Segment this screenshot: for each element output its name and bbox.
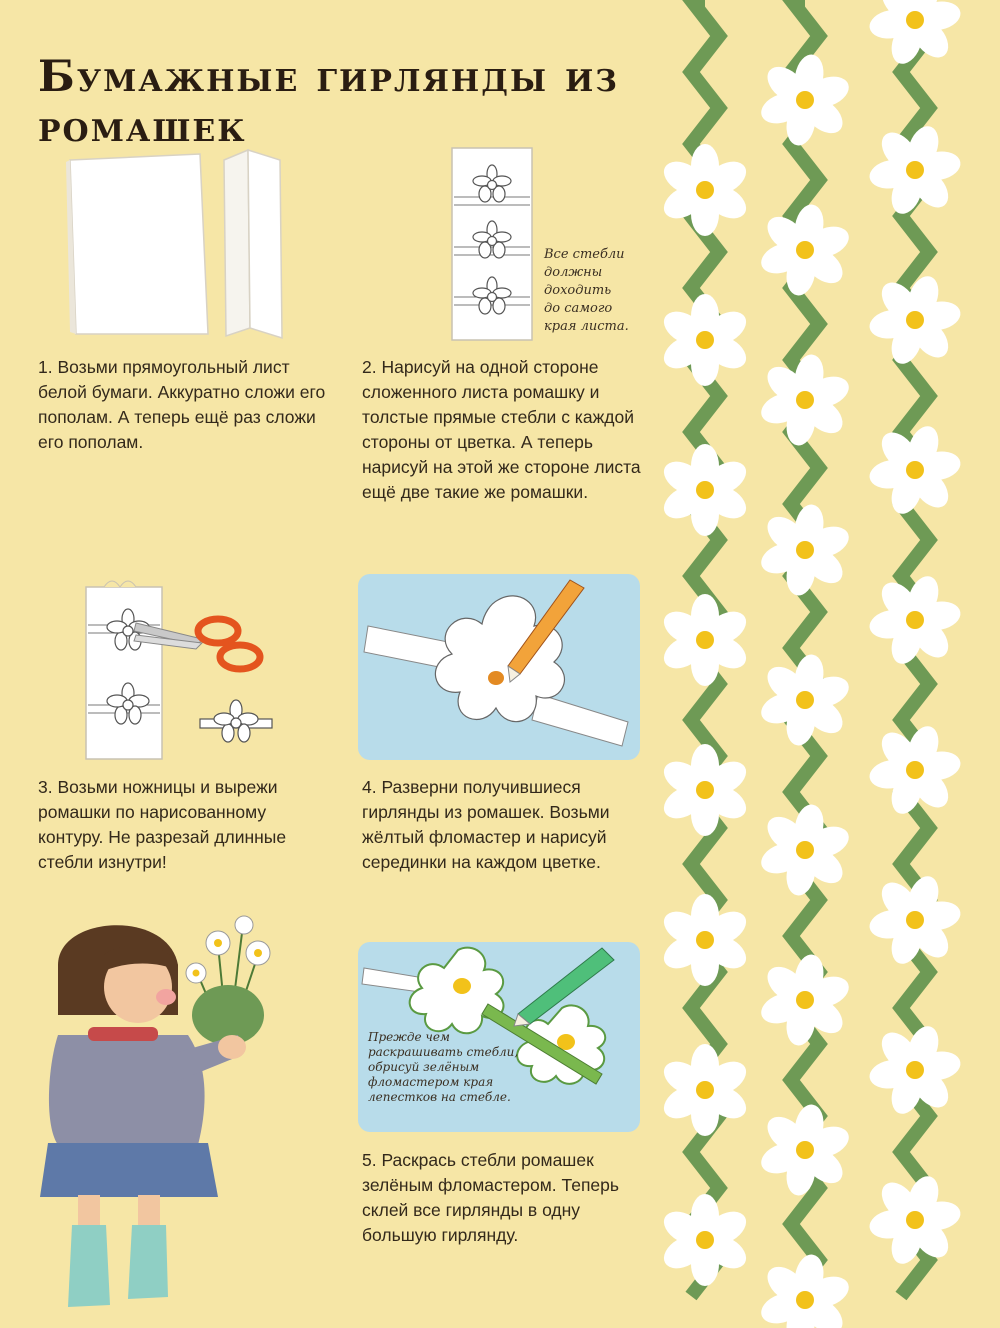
daisy-flower <box>757 1252 853 1328</box>
daisy-flower <box>757 802 853 897</box>
step-3-text: 3. Возьми ножницы и вырежи ромашки по нарисованному контуру. Не разрезай длинные стебли изнутри! <box>38 777 287 872</box>
daisy-flower <box>658 744 752 836</box>
step-1-text: 1. Возьми прямоугольный лист белой бумаги. Аккуратно сложи его пополам. А теперь ещё раз сложи его пополам. <box>38 357 326 452</box>
daisy-flower <box>658 1194 752 1286</box>
daisy-flower <box>757 202 853 297</box>
step-4-text: 4. Разверни получившиеся гирлянды из ромашек. Возьми жёлтый фломастер и нарисуй серединки на каждом цветке. <box>362 777 610 872</box>
daisy-flower <box>757 952 853 1047</box>
daisy-flower <box>867 872 962 968</box>
daisy-flower <box>867 1022 962 1118</box>
step4-panel <box>358 574 640 760</box>
step-2-text: 2. Нарисуй на одной стороне сложенного листа ромашку и толстые прямые стебли с каждой стороны от цветка. А теперь нарисуй на этой же стороне листа ещё две такие же ромашки. <box>362 357 641 502</box>
daisy-flower <box>867 422 962 518</box>
daisy-flower <box>757 52 853 147</box>
daisy-flower <box>757 1102 853 1197</box>
daisy-flower <box>757 502 853 597</box>
step1-illustration <box>66 148 286 343</box>
step3-illustration <box>78 573 278 763</box>
daisy-flower <box>658 294 752 386</box>
daisy-garland <box>630 0 1000 1328</box>
daisy-flower <box>658 894 752 986</box>
stems-note: Все стебли должны доходить до самого края листа. <box>544 247 629 334</box>
girl-with-flowers-illustration <box>18 905 288 1325</box>
daisy-flower <box>867 1172 962 1268</box>
daisy-flower <box>867 722 962 818</box>
daisy-flower <box>658 144 752 236</box>
daisy-flower <box>658 1044 752 1136</box>
folded-paper-icon <box>66 150 282 338</box>
garland-stem <box>791 0 819 1296</box>
step-5-text: 5. Раскрась стебли ромашек зелёным фломастером. Теперь склей все гирлянды в одну большую гирлянду. <box>362 1150 619 1245</box>
daisy-garland-illustration <box>630 0 1000 1328</box>
daisy-flower <box>867 272 962 368</box>
step2-illustration <box>448 145 538 345</box>
daisy-flower <box>757 352 853 447</box>
daisy-flower <box>658 594 752 686</box>
daisy-flower <box>757 652 853 747</box>
daisy-flower <box>867 122 962 218</box>
girl-illustration <box>18 905 288 1325</box>
daisy-flower <box>867 572 962 668</box>
daisy-flower <box>658 444 752 536</box>
page-title: Бумажные гирлянды из ромашек <box>38 52 619 152</box>
outline-note: Прежде чем раскрашивать стебли, обрисуй зелёным фломастером края лепестков на стебле. <box>368 1030 519 1104</box>
